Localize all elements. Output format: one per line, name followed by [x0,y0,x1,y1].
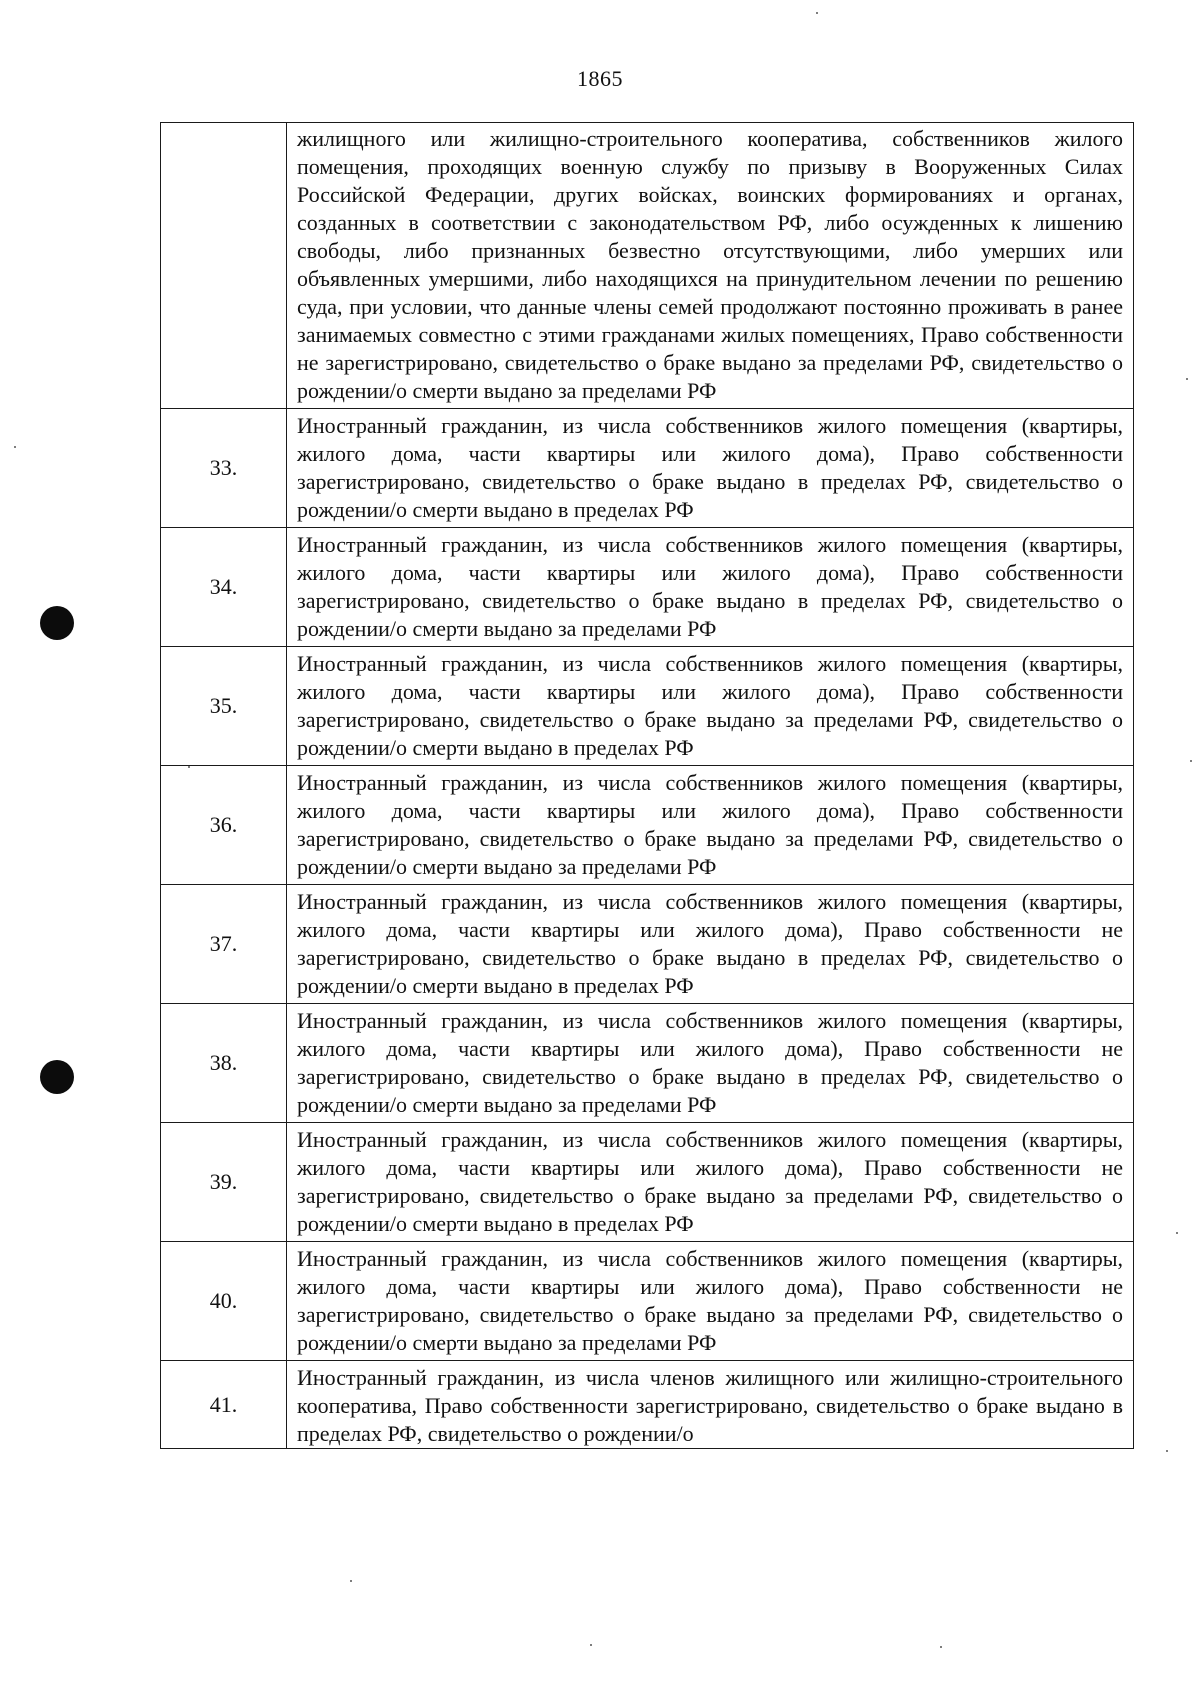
row-description-text: Иностранный гражданин, из числа собственников жилого помещения (квартиры, жилого дома, части квартиры или жилого дома), Право собственности не зарегистрировано, свидетельство о браке выдано в пределах РФ, свидетельство о рождении/о смерти выдано за пределами РФ [297,1008,1123,1117]
row-description-text: Иностранный гражданин, из числа членов жилищного или жилищно-строительного кооператива, Право собственности зарегистрировано, свидетельство о браке выдано в пределах РФ, свидетельство о рождении/о [297,1365,1123,1446]
row-description-text: Иностранный гражданин, из числа собственников жилого помещения (квартиры, жилого дома, части квартиры или жилого дома), Право собственности не зарегистрировано, свидетельство о браке выдано в пределах РФ, свидетельство о рождении/о смерти выдано в пределах РФ [297,889,1123,998]
row-description-text: жилищного или жилищно-строительного кооператива, собственников жилого помещения, проходящих военную службу по призыву в Вооруженных Силах Российской Федерации, других войсках, воинских формированиях и органах, созданных в соответствии с законодательством РФ, либо осужденных к лишению свободы, либо признанных безвестно отсутствующими, либо умерших или объявленных умершими, либо находящихся на принудительном лечении по решению суда, при условии, что данные члены семей продолжают постоянно проживать в ранее занимаемых совместно с этими гражданами жилых помещениях, Право собственности не зарегистрировано, свидетельство о браке выдано за пределами РФ, свидетельство о рождении/о смерти выдано за пределами РФ [297,126,1123,403]
row-description [287,1242,1134,1361]
table-row [161,528,1134,647]
row-description-text: Иностранный гражданин, из числа собственников жилого помещения (квартиры, жилого дома, части квартиры или жилого дома), Право собственности зарегистрировано, свидетельство о браке выдано в пределах РФ, свидетельство о рождении/о смерти выдано за пределами РФ [297,532,1123,641]
scan-speck [940,1646,942,1648]
scan-speck [188,766,190,768]
row-number: 40. [161,1242,287,1361]
row-description [287,1123,1134,1242]
row-number: 38. [161,1004,287,1123]
row-description [287,123,1134,409]
scan-speck [590,1644,592,1646]
punch-hole [40,1060,74,1094]
table-row [161,1004,1134,1123]
row-description [287,1361,1134,1449]
row-number: 36. [161,766,287,885]
row-description [287,528,1134,647]
punch-hole [40,606,74,640]
table-row [161,1361,1134,1449]
row-description-text: Иностранный гражданин, из числа собственников жилого помещения (квартиры, жилого дома, части квартиры или жилого дома), Право собственности зарегистрировано, свидетельство о браке выдано за пределами РФ, свидетельство о рождении/о смерти выдано за пределами РФ [297,770,1123,879]
table-row [161,409,1134,528]
scan-speck [1186,378,1188,380]
row-number: 37. [161,885,287,1004]
table-row [161,885,1134,1004]
table-row [161,1123,1134,1242]
scan-speck [1166,1450,1168,1452]
row-description [287,1004,1134,1123]
row-description-text: Иностранный гражданин, из числа собственников жилого помещения (квартиры, жилого дома, части квартиры или жилого дома), Право собственности не зарегистрировано, свидетельство о браке выдано за пределами РФ, свидетельство о рождении/о смерти выдано за пределами РФ [297,1246,1123,1355]
scan-speck [1190,760,1192,762]
row-number: 33. [161,409,287,528]
table-row [161,766,1134,885]
scan-speck [350,1580,352,1582]
row-description-text: Иностранный гражданин, из числа собственников жилого помещения (квартиры, жилого дома, части квартиры или жилого дома), Право собственности не зарегистрировано, свидетельство о браке выдано за пределами РФ, свидетельство о рождении/о смерти выдано в пределах РФ [297,1127,1123,1236]
table-row [161,123,1134,409]
row-number: 41. [161,1361,287,1449]
registry-table [160,122,1134,1449]
scan-speck [816,12,818,14]
row-number: 35. [161,647,287,766]
table-row [161,1242,1134,1361]
scan-speck [1176,1232,1178,1234]
row-number [161,123,287,409]
page-number: 1865 [577,66,623,91]
row-description [287,766,1134,885]
row-description [287,885,1134,1004]
table-row [161,647,1134,766]
scan-speck [14,446,16,448]
row-description [287,647,1134,766]
row-description-text: Иностранный гражданин, из числа собственников жилого помещения (квартиры, жилого дома, части квартиры или жилого дома), Право собственности зарегистрировано, свидетельство о браке выдано в пределах РФ, свидетельство о рождении/о смерти выдано в пределах РФ [297,413,1123,522]
row-number: 34. [161,528,287,647]
row-number: 39. [161,1123,287,1242]
row-description-text: Иностранный гражданин, из числа собственников жилого помещения (квартиры, жилого дома, части квартиры или жилого дома), Право собственности зарегистрировано, свидетельство о браке выдано за пределами РФ, свидетельство о рождении/о смерти выдано в пределах РФ [297,651,1123,760]
row-description [287,409,1134,528]
